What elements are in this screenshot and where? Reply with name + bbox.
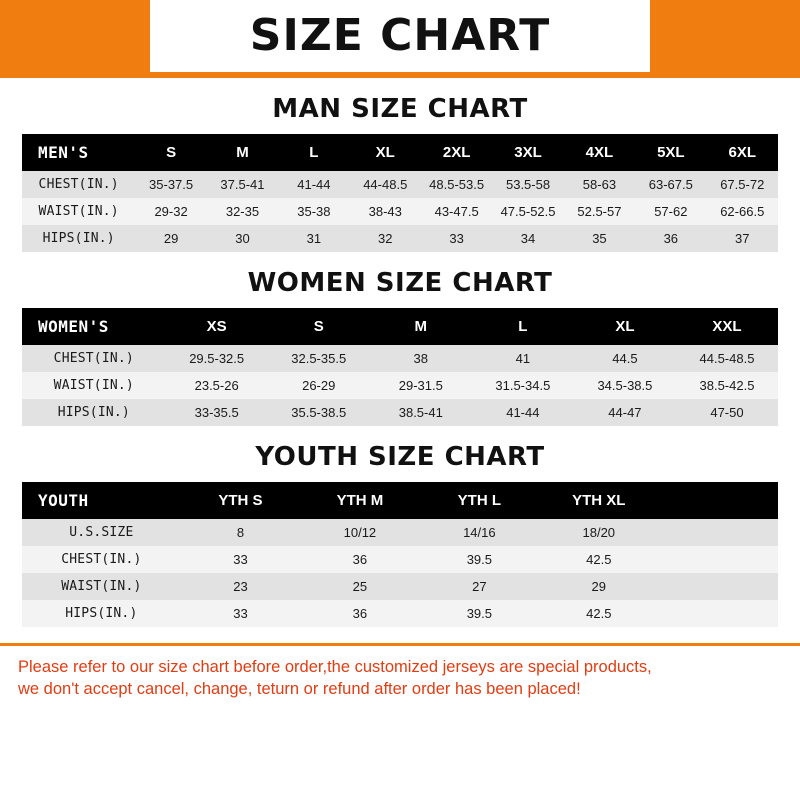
section-youth bbox=[0, 442, 800, 627]
table-cell: 41 bbox=[472, 345, 574, 372]
table-row bbox=[22, 345, 778, 372]
table-cell: 25 bbox=[300, 573, 419, 600]
table-cell: 36 bbox=[300, 546, 419, 573]
table-cell: 53.5-58 bbox=[492, 171, 563, 198]
table-cell: 18/20 bbox=[539, 519, 658, 546]
table-cell: 29 bbox=[135, 225, 206, 252]
column-header: 5XL bbox=[635, 134, 706, 171]
order-policy-note bbox=[0, 643, 800, 701]
table-cell: 36 bbox=[635, 225, 706, 252]
column-header: MEN'S bbox=[22, 134, 135, 171]
table-cell: 44-48.5 bbox=[350, 171, 421, 198]
column-header: XL bbox=[350, 134, 421, 171]
table-cell: 38.5-42.5 bbox=[676, 372, 778, 399]
column-header bbox=[659, 482, 779, 519]
section-title-man: MAN SIZE CHART bbox=[272, 94, 528, 124]
table-man-size-chart bbox=[22, 134, 778, 252]
column-header: M bbox=[207, 134, 278, 171]
column-header: YOUTH bbox=[22, 482, 181, 519]
column-header: XXL bbox=[676, 308, 778, 345]
table-cell: 23 bbox=[181, 573, 300, 600]
column-header: 6XL bbox=[707, 134, 778, 171]
table-cell: 36 bbox=[300, 600, 419, 627]
table-cell: 30 bbox=[207, 225, 278, 252]
table-cell: 42.5 bbox=[539, 600, 658, 627]
table-cell: 39.5 bbox=[420, 600, 539, 627]
table-cell: 44.5-48.5 bbox=[676, 345, 778, 372]
column-header: L bbox=[278, 134, 349, 171]
table-cell: 52.5-57 bbox=[564, 198, 635, 225]
note-line-2: we don't accept cancel, change, teturn or refund after order has been placed! bbox=[18, 680, 581, 699]
table-cell: 32 bbox=[350, 225, 421, 252]
column-header: S bbox=[135, 134, 206, 171]
table-cell: 47.5-52.5 bbox=[492, 198, 563, 225]
table-cell: 10/12 bbox=[300, 519, 419, 546]
table-cell: 23.5-26 bbox=[166, 372, 268, 399]
table-cell: 29.5-32.5 bbox=[166, 345, 268, 372]
section-title-youth: YOUTH SIZE CHART bbox=[255, 442, 545, 472]
table-header-row bbox=[22, 134, 778, 171]
table-cell: 32-35 bbox=[207, 198, 278, 225]
table-cell: 35 bbox=[564, 225, 635, 252]
column-header: WOMEN'S bbox=[22, 308, 166, 345]
section-women bbox=[0, 268, 800, 426]
header-rule bbox=[0, 72, 800, 78]
table-women-size-chart bbox=[22, 308, 778, 426]
row-label: CHEST(IN.) bbox=[22, 345, 166, 372]
row-label: CHEST(IN.) bbox=[22, 546, 181, 573]
table-cell: 41-44 bbox=[278, 171, 349, 198]
table-cell: 27 bbox=[420, 573, 539, 600]
table-cell: 35.5-38.5 bbox=[268, 399, 370, 426]
column-header: YTH XL bbox=[539, 482, 658, 519]
row-label: WAIST(IN.) bbox=[22, 372, 166, 399]
note-line-1: Please refer to our size chart before order,the customized jerseys are special products, bbox=[18, 658, 652, 676]
table-cell: 29-32 bbox=[135, 198, 206, 225]
table-cell bbox=[659, 546, 779, 573]
table-cell: 33-35.5 bbox=[166, 399, 268, 426]
table-cell: 43-47.5 bbox=[421, 198, 492, 225]
table-youth-size-chart bbox=[22, 482, 778, 627]
table-cell: 44.5 bbox=[574, 345, 676, 372]
column-header: 4XL bbox=[564, 134, 635, 171]
row-label: HIPS(IN.) bbox=[22, 225, 135, 252]
banner-accent-left bbox=[0, 0, 150, 72]
table-cell: 44-47 bbox=[574, 399, 676, 426]
table-cell: 26-29 bbox=[268, 372, 370, 399]
row-label: WAIST(IN.) bbox=[22, 198, 135, 225]
table-cell: 33 bbox=[181, 546, 300, 573]
table-cell: 47-50 bbox=[676, 399, 778, 426]
column-header: S bbox=[268, 308, 370, 345]
section-man bbox=[0, 94, 800, 252]
table-cell bbox=[659, 573, 779, 600]
row-label: HIPS(IN.) bbox=[22, 399, 166, 426]
table-cell: 37 bbox=[707, 225, 778, 252]
table-cell: 35-37.5 bbox=[135, 171, 206, 198]
table-row bbox=[22, 198, 778, 225]
table-cell: 42.5 bbox=[539, 546, 658, 573]
section-title-women: WOMEN SIZE CHART bbox=[247, 268, 553, 298]
column-header: XS bbox=[166, 308, 268, 345]
column-header: L bbox=[472, 308, 574, 345]
table-cell: 37.5-41 bbox=[207, 171, 278, 198]
column-header: 2XL bbox=[421, 134, 492, 171]
table-cell: 29 bbox=[539, 573, 658, 600]
table-cell: 31 bbox=[278, 225, 349, 252]
table-cell: 38-43 bbox=[350, 198, 421, 225]
table-cell: 33 bbox=[181, 600, 300, 627]
table-cell bbox=[659, 600, 779, 627]
table-cell: 57-62 bbox=[635, 198, 706, 225]
table-row bbox=[22, 573, 778, 600]
table-cell: 62-66.5 bbox=[707, 198, 778, 225]
row-label: U.S.SIZE bbox=[22, 519, 181, 546]
table-cell: 35-38 bbox=[278, 198, 349, 225]
table-cell: 33 bbox=[421, 225, 492, 252]
table-cell: 34.5-38.5 bbox=[574, 372, 676, 399]
table-row bbox=[22, 546, 778, 573]
table-cell: 63-67.5 bbox=[635, 171, 706, 198]
table-cell: 8 bbox=[181, 519, 300, 546]
table-cell: 38.5-41 bbox=[370, 399, 472, 426]
table-cell: 41-44 bbox=[472, 399, 574, 426]
table-row bbox=[22, 171, 778, 198]
table-cell: 34 bbox=[492, 225, 563, 252]
table-cell: 67.5-72 bbox=[707, 171, 778, 198]
page-title: SIZE CHART bbox=[249, 10, 551, 61]
table-cell: 48.5-53.5 bbox=[421, 171, 492, 198]
table-cell: 58-63 bbox=[564, 171, 635, 198]
table-cell: 38 bbox=[370, 345, 472, 372]
table-header-row bbox=[22, 308, 778, 345]
table-row bbox=[22, 519, 778, 546]
banner-accent-right bbox=[650, 0, 800, 72]
row-label: WAIST(IN.) bbox=[22, 573, 181, 600]
column-header: XL bbox=[574, 308, 676, 345]
table-cell: 32.5-35.5 bbox=[268, 345, 370, 372]
table-cell: 39.5 bbox=[420, 546, 539, 573]
column-header: YTH S bbox=[181, 482, 300, 519]
column-header: YTH M bbox=[300, 482, 419, 519]
table-row bbox=[22, 372, 778, 399]
column-header: 3XL bbox=[492, 134, 563, 171]
table-cell bbox=[659, 519, 779, 546]
row-label: HIPS(IN.) bbox=[22, 600, 181, 627]
header-banner bbox=[0, 0, 800, 72]
table-cell: 31.5-34.5 bbox=[472, 372, 574, 399]
row-label: CHEST(IN.) bbox=[22, 171, 135, 198]
table-header-row bbox=[22, 482, 778, 519]
table-row bbox=[22, 399, 778, 426]
table-cell: 29-31.5 bbox=[370, 372, 472, 399]
column-header: M bbox=[370, 308, 472, 345]
column-header: YTH L bbox=[420, 482, 539, 519]
table-row bbox=[22, 600, 778, 627]
table-cell: 14/16 bbox=[420, 519, 539, 546]
table-row bbox=[22, 225, 778, 252]
